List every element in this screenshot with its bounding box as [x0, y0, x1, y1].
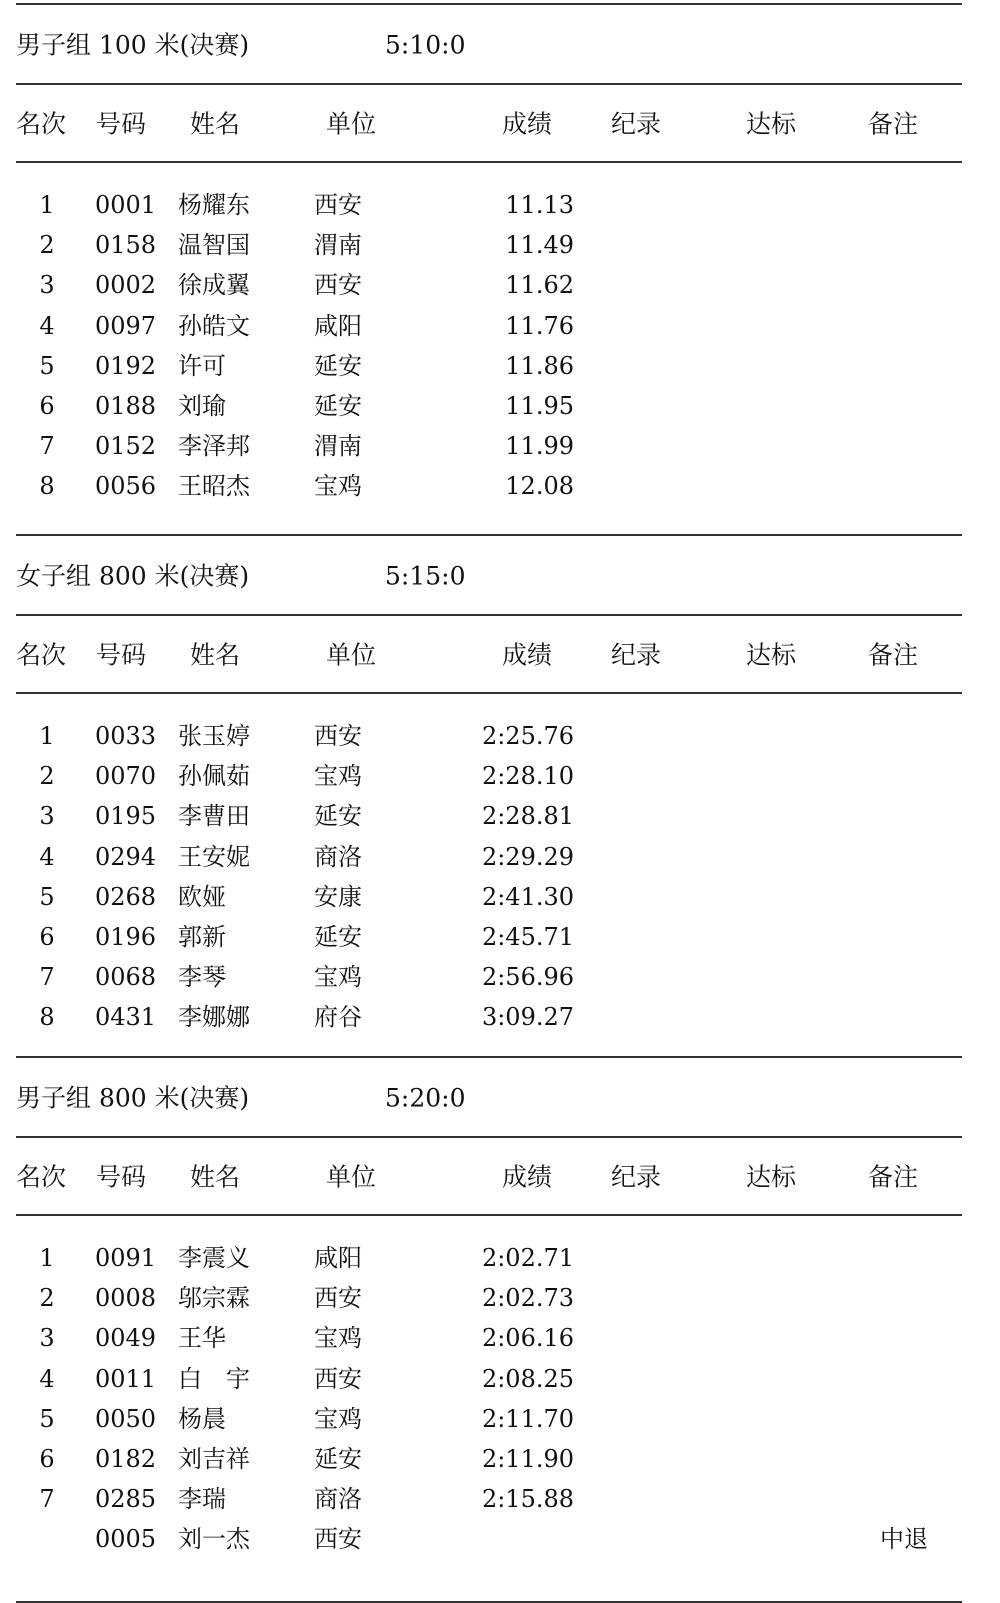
row-rank: 1	[39, 191, 55, 219]
row-unit: 西安	[314, 1525, 362, 1554]
row-result: 2:56.96	[481, 963, 574, 992]
row-remark: 中退	[880, 1525, 928, 1554]
event-title: 男子组 800 米(决赛)	[16, 1083, 250, 1113]
row-rank: 3	[39, 1324, 55, 1353]
row-rank: 8	[39, 1003, 55, 1032]
row-unit: 渭南	[314, 432, 362, 461]
row-unit: 西安	[314, 722, 362, 750]
row-name: 郭新	[178, 923, 226, 951]
header-unit: 单位	[326, 109, 377, 139]
row-unit: 延安	[314, 351, 362, 380]
row-result: 2:45.71	[481, 923, 574, 951]
row-result: 11.62	[505, 271, 574, 300]
row-rank: 1	[39, 722, 55, 750]
row-name: 杨晨	[178, 1404, 226, 1433]
row-result: 11.86	[505, 351, 574, 380]
row-name: 王安妮	[178, 842, 250, 871]
header-result: 成绩	[502, 640, 553, 670]
divider-line	[16, 161, 962, 163]
row-name: 李琴	[178, 963, 226, 992]
row-unit: 咸阳	[314, 311, 362, 340]
row-rank: 4	[39, 842, 55, 871]
row-name: 孙佩茹	[178, 762, 250, 791]
header-remarks: 备注	[868, 1162, 919, 1192]
row-result: 11.49	[505, 231, 574, 260]
row-name: 刘瑜	[178, 392, 226, 420]
row-unit: 宝鸡	[314, 762, 362, 791]
row-number: 0097	[95, 311, 157, 340]
header-remarks: 备注	[868, 640, 919, 670]
row-unit: 宝鸡	[314, 1404, 362, 1433]
divider-line	[16, 1136, 962, 1138]
header-standard: 达标	[746, 640, 797, 670]
row-number: 0068	[95, 963, 157, 992]
row-number: 0195	[95, 802, 157, 831]
row-unit: 西安	[314, 1364, 362, 1393]
row-name: 李娜娜	[178, 1003, 250, 1032]
row-name: 徐成翼	[178, 271, 250, 300]
row-number: 0070	[95, 762, 157, 791]
divider-line	[16, 692, 962, 694]
header-number: 号码	[96, 1162, 147, 1192]
row-result: 12.08	[505, 472, 574, 501]
row-unit: 安康	[314, 882, 362, 911]
row-number: 0182	[95, 1445, 157, 1473]
header-number: 号码	[96, 640, 147, 670]
header-record: 纪录	[611, 1162, 662, 1192]
row-rank: 6	[39, 923, 55, 951]
row-name: 孙皓文	[178, 311, 250, 340]
row-result: 3:09.27	[481, 1003, 574, 1032]
header-unit: 单位	[326, 640, 377, 670]
row-rank: 6	[39, 392, 55, 420]
event-time: 5:10:0	[385, 30, 466, 60]
header-name: 姓名	[190, 1162, 241, 1192]
row-result: 2:41.30	[481, 882, 574, 911]
header-rank: 名次	[16, 1162, 67, 1192]
row-result: 2:29.29	[481, 842, 574, 871]
row-name: 白 宇	[178, 1364, 250, 1393]
row-number: 0192	[95, 351, 157, 380]
row-number: 0152	[95, 432, 157, 461]
header-result: 成绩	[502, 109, 553, 139]
row-rank: 1	[39, 1244, 55, 1272]
row-unit: 府谷	[314, 1003, 362, 1032]
header-number: 号码	[96, 109, 147, 139]
row-name: 王昭杰	[178, 472, 250, 501]
row-result: 11.95	[505, 392, 574, 420]
row-unit: 西安	[314, 271, 362, 300]
divider-line	[16, 1214, 962, 1216]
header-name: 姓名	[190, 640, 241, 670]
row-rank: 3	[39, 802, 55, 831]
row-rank: 2	[39, 1284, 55, 1313]
header-rank: 名次	[16, 640, 67, 670]
row-result: 2:11.70	[481, 1404, 574, 1433]
row-number: 0005	[95, 1525, 157, 1554]
row-result: 11.13	[505, 191, 574, 219]
header-remarks: 备注	[868, 109, 919, 139]
row-rank: 8	[39, 472, 55, 501]
row-name: 李泽邦	[178, 432, 250, 461]
row-number: 0001	[95, 191, 157, 219]
row-unit: 宝鸡	[314, 1324, 362, 1353]
divider-line	[16, 83, 962, 85]
header-standard: 达标	[746, 109, 797, 139]
row-unit: 西安	[314, 191, 362, 219]
row-result: 2:06.16	[481, 1324, 574, 1353]
row-number: 0196	[95, 923, 157, 951]
row-name: 李震义	[178, 1244, 250, 1272]
divider-line	[16, 1056, 962, 1058]
row-name: 张玉婷	[178, 722, 250, 750]
row-rank: 2	[39, 231, 55, 260]
event-title: 男子组 100 米(决赛)	[16, 30, 250, 60]
row-unit: 宝鸡	[314, 472, 362, 501]
row-rank: 4	[39, 311, 55, 340]
row-result: 2:25.76	[481, 722, 574, 750]
row-unit: 渭南	[314, 231, 362, 260]
divider-line	[16, 534, 962, 536]
row-rank: 3	[39, 271, 55, 300]
row-result: 2:11.90	[481, 1445, 574, 1473]
row-unit: 商洛	[314, 1485, 362, 1514]
row-name: 许可	[178, 351, 226, 380]
row-result: 2:02.73	[481, 1284, 574, 1313]
row-rank: 6	[39, 1445, 55, 1473]
header-unit: 单位	[326, 1162, 377, 1192]
divider-line	[16, 3, 962, 5]
row-number: 0091	[95, 1244, 157, 1272]
row-name: 杨耀东	[178, 191, 250, 219]
row-number: 0268	[95, 882, 157, 911]
row-result: 2:28.81	[481, 802, 574, 831]
header-standard: 达标	[746, 1162, 797, 1192]
row-name: 李曹田	[178, 802, 250, 831]
row-rank: 5	[39, 882, 55, 911]
row-rank: 5	[39, 351, 55, 380]
row-result: 11.76	[505, 311, 574, 340]
event-time: 5:20:0	[385, 1083, 466, 1113]
row-unit: 咸阳	[314, 1244, 362, 1272]
row-unit: 宝鸡	[314, 963, 362, 992]
row-name: 欧娅	[178, 882, 226, 911]
row-number: 0188	[95, 392, 157, 420]
event-time: 5:15:0	[385, 561, 466, 591]
row-number: 0049	[95, 1324, 157, 1353]
row-unit: 延安	[314, 1445, 362, 1473]
row-result: 2:08.25	[481, 1364, 574, 1393]
row-result: 2:28.10	[481, 762, 574, 791]
row-number: 0056	[95, 472, 157, 501]
header-record: 纪录	[611, 109, 662, 139]
row-name: 王华	[178, 1324, 226, 1353]
header-name: 姓名	[190, 109, 241, 139]
row-name: 刘一杰	[178, 1525, 250, 1554]
row-number: 0011	[95, 1364, 157, 1393]
header-result: 成绩	[502, 1162, 553, 1192]
divider-line	[16, 614, 962, 616]
row-unit: 商洛	[314, 842, 362, 871]
row-rank: 4	[39, 1364, 55, 1393]
row-number: 0431	[95, 1003, 157, 1032]
row-rank: 5	[39, 1404, 55, 1433]
row-number: 0158	[95, 231, 157, 260]
row-unit: 延安	[314, 923, 362, 951]
row-name: 温智国	[178, 231, 250, 260]
row-result: 2:02.71	[481, 1244, 574, 1272]
header-record: 纪录	[611, 640, 662, 670]
row-name: 刘吉祥	[178, 1445, 250, 1473]
row-unit: 西安	[314, 1284, 362, 1313]
row-result: 11.99	[505, 432, 574, 461]
row-result: 2:15.88	[481, 1485, 574, 1514]
row-number: 0002	[95, 271, 157, 300]
row-number: 0294	[95, 842, 157, 871]
row-number: 0033	[95, 722, 157, 750]
row-number: 0050	[95, 1404, 157, 1433]
row-number: 0285	[95, 1485, 157, 1514]
row-name: 邬宗霖	[178, 1284, 250, 1313]
row-unit: 延安	[314, 392, 362, 420]
header-rank: 名次	[16, 109, 67, 139]
row-number: 0008	[95, 1284, 157, 1313]
row-rank: 7	[39, 432, 55, 461]
row-name: 李瑞	[178, 1485, 226, 1514]
row-rank: 7	[39, 1485, 55, 1514]
row-rank: 7	[39, 963, 55, 992]
row-unit: 延安	[314, 802, 362, 831]
row-rank: 2	[39, 762, 55, 791]
event-title: 女子组 800 米(决赛)	[16, 561, 250, 591]
